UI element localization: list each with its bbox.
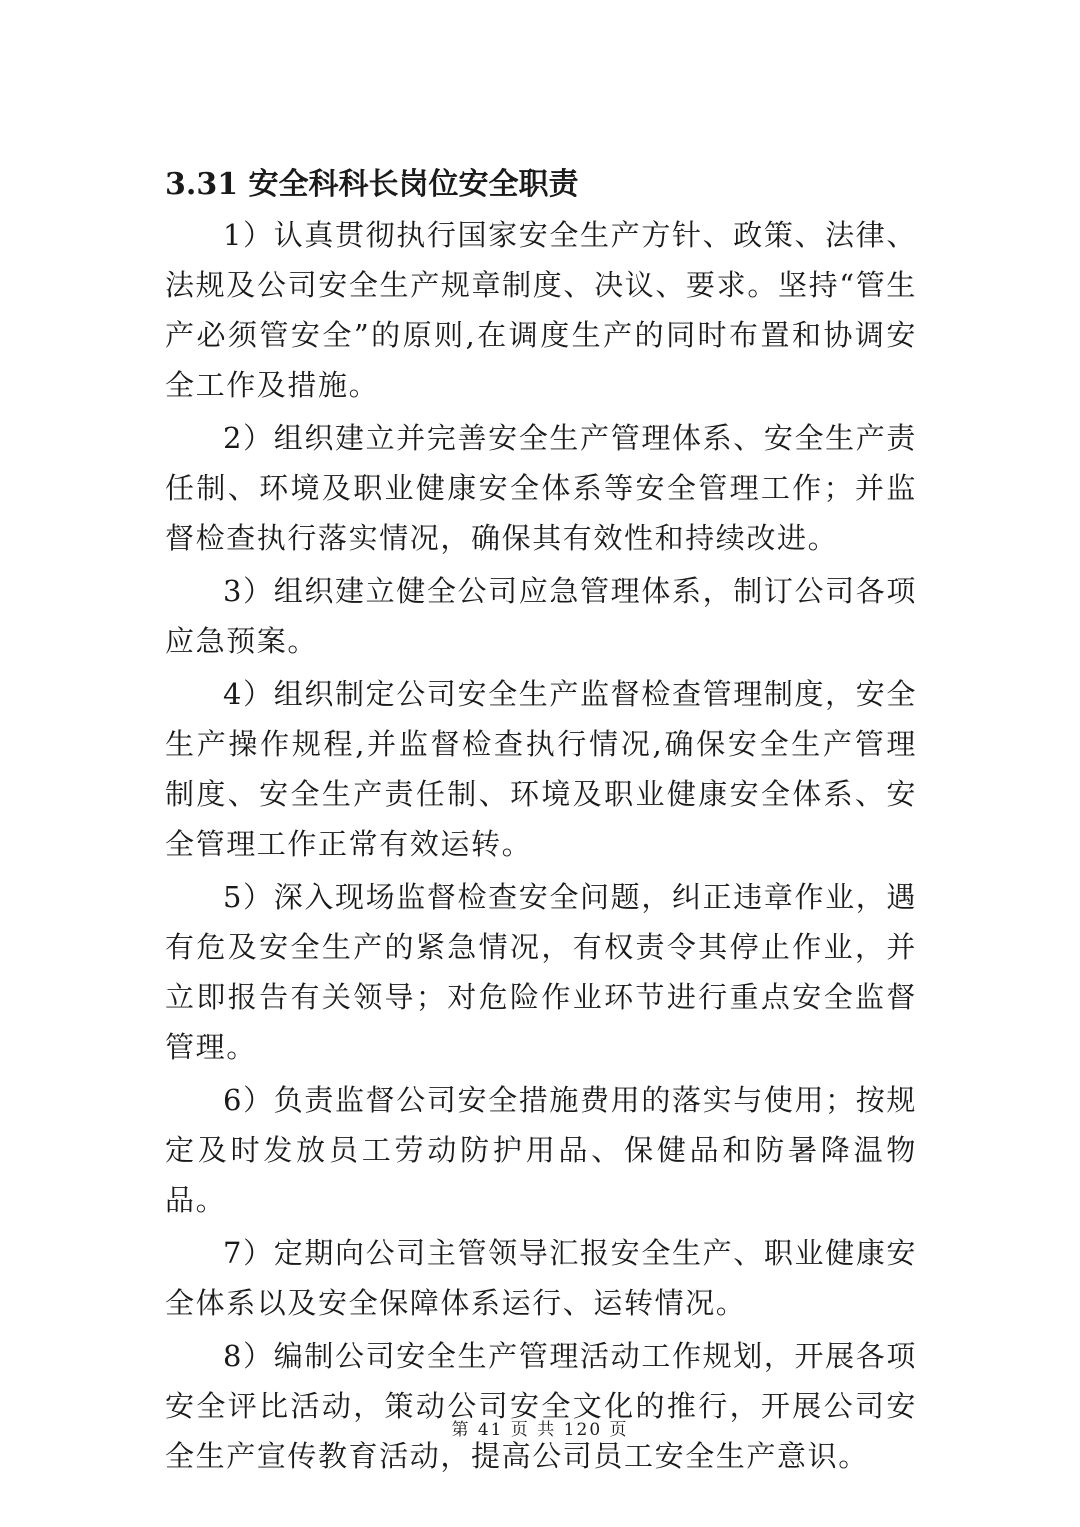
- duty-item-8: 8）编制公司安全生产管理活动工作规划，开展各项安全评比活动，策动公司安全文化的推行，开展公司安全生产宣传教育活动，提高公司员工安全生产意识。: [165, 1339, 917, 1473]
- duty-item-6: 6）负责监督公司安全措施费用的落实与使用；按规定及时发放员工劳动防护用品、保健品和防暑降温物品。: [165, 1083, 917, 1217]
- duty-list: [165, 210, 917, 1481]
- duty-item-7: 7）定期向公司主管领导汇报安全生产、职业健康安全体系以及安全保障体系运行、运转情况。: [165, 1236, 917, 1320]
- duty-item-1: 1）认真贯彻执行国家安全生产方针、政策、法律、法规及公司安全生产规章制度、决议、要求。坚持“管生产必须管安全”的原则,在调度生产的同时布置和协调安全工作及措施。: [165, 218, 917, 402]
- duty-item-5: 5）深入现场监督检查安全问题，纠正违章作业，遇有危及安全生产的紧急情况，有权责令其停止作业，并立即报告有关领导；对危险作业环节进行重点安全监督管理。: [165, 880, 917, 1064]
- duty-item-4: 4）组织制定公司安全生产监督检查管理制度，安全生产操作规程,并监督检查执行情况,确保安全生产管理制度、安全生产责任制、环境及职业健康安全体系、安全管理工作正常有效运转。: [165, 677, 917, 861]
- section-title: 3.31 安全科科长岗位安全职责: [165, 167, 579, 202]
- page-footer: 第 41 页 共 120 页: [451, 1420, 629, 1440]
- page-content: [165, 160, 917, 1484]
- duty-item-2: 2）组织建立并完善安全生产管理体系、安全生产责任制、环境及职业健康安全体系等安全管理工作；并监督检查执行落实情况，确保其有效性和持续改进。: [165, 421, 917, 555]
- duty-item-3: 3）组织建立健全公司应急管理体系，制订公司各项应急预案。: [165, 574, 917, 658]
